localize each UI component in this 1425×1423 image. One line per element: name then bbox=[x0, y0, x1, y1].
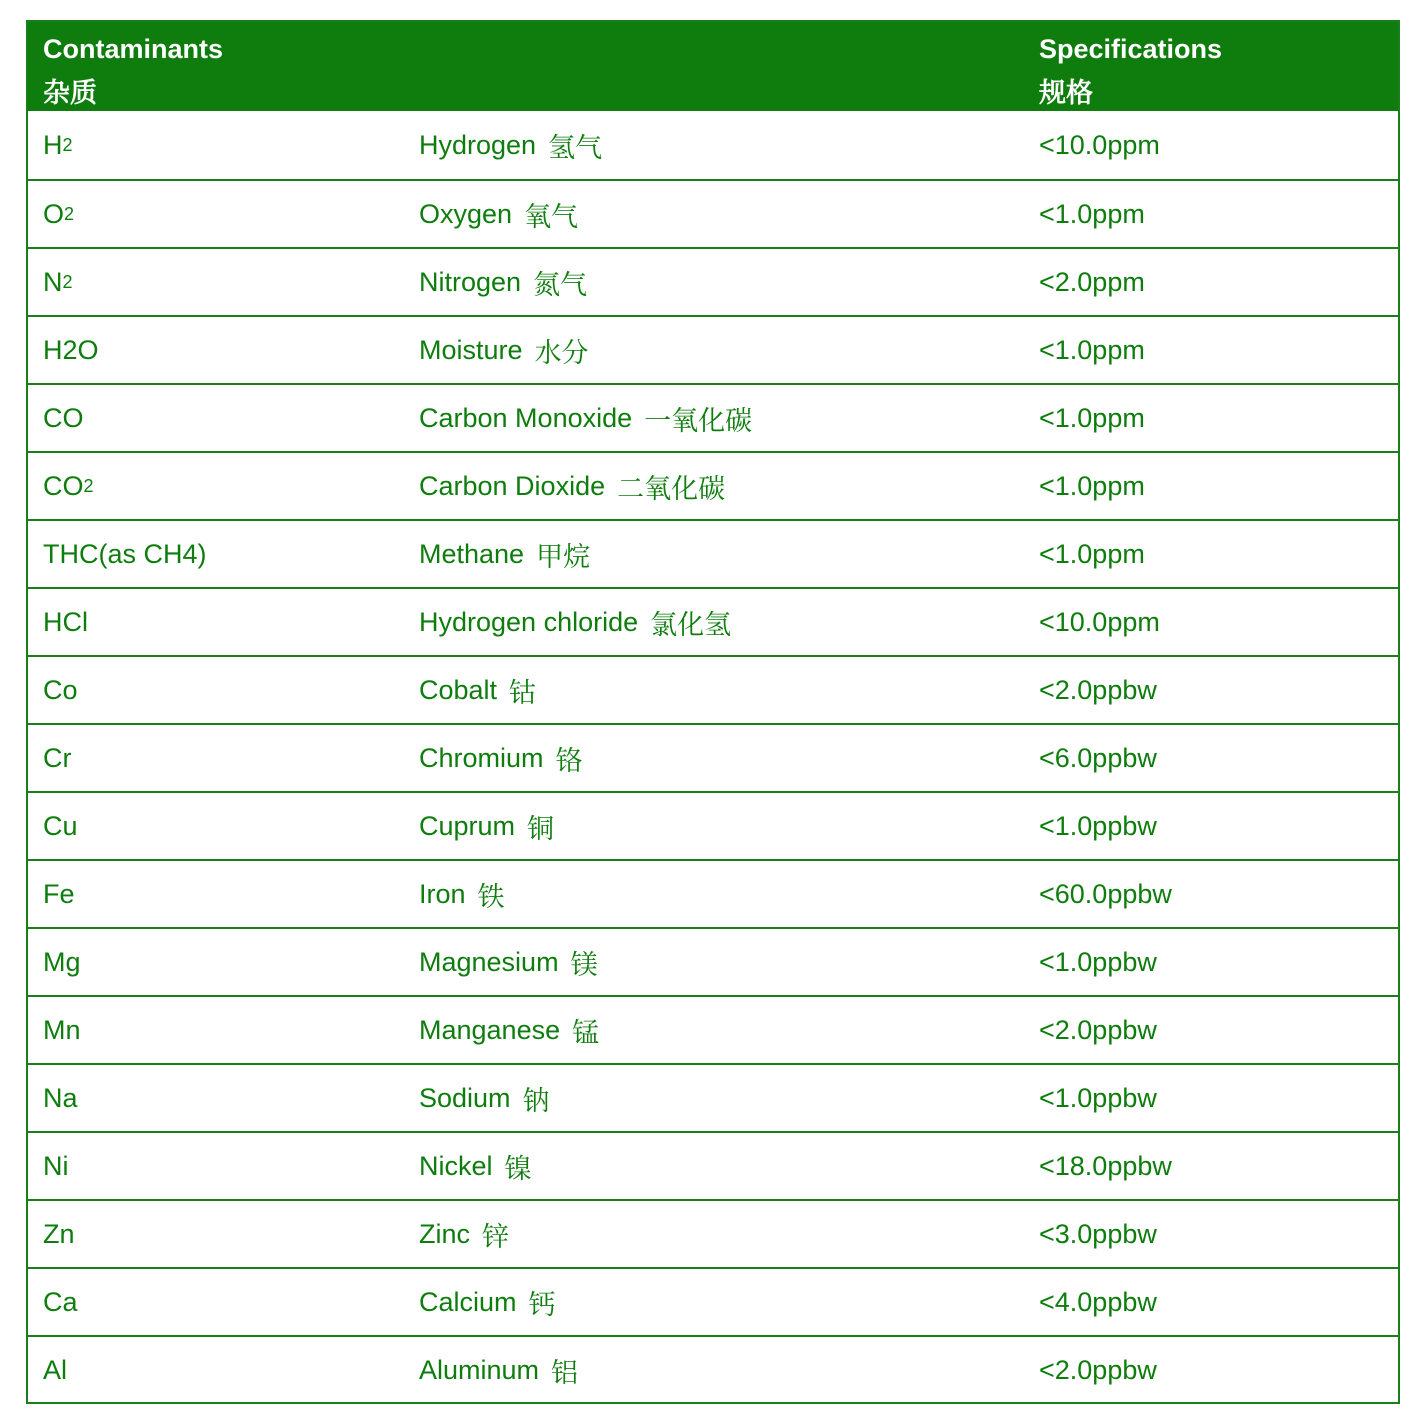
name-zh: 锰 bbox=[572, 1017, 600, 1048]
symbol-text: Mn bbox=[43, 1014, 81, 1045]
name-zh: 镍 bbox=[504, 1153, 532, 1184]
specification-value: <60.0ppbw bbox=[1039, 878, 1172, 909]
table-row bbox=[28, 1063, 1398, 1131]
contaminant-symbol bbox=[43, 385, 84, 451]
name-en: Hydrogen bbox=[419, 129, 537, 160]
specification-value: <1.0ppm bbox=[1039, 334, 1145, 365]
table-row bbox=[28, 1199, 1398, 1267]
header-specifications bbox=[1039, 32, 1222, 110]
specification-value: <1.0ppm bbox=[1039, 198, 1145, 229]
name-en: Iron bbox=[419, 878, 466, 909]
table-row bbox=[28, 1267, 1398, 1335]
contaminant-symbol bbox=[43, 997, 81, 1063]
symbol-text: Zn bbox=[43, 1218, 75, 1249]
contaminant-name bbox=[419, 929, 598, 995]
symbol-text: O bbox=[43, 198, 65, 229]
name-zh: 锌 bbox=[482, 1221, 510, 1252]
contaminant-symbol bbox=[43, 453, 94, 519]
contaminant-name bbox=[419, 1065, 550, 1131]
specification-value: <2.0ppbw bbox=[1039, 1354, 1157, 1385]
table-row bbox=[28, 1131, 1398, 1199]
name-en: Sodium bbox=[419, 1082, 511, 1113]
name-en: Moisture bbox=[419, 334, 523, 365]
table-row bbox=[28, 723, 1398, 791]
symbol-text: CO bbox=[43, 402, 84, 433]
symbol-text: H2O bbox=[43, 334, 99, 365]
contaminant-name bbox=[419, 1133, 532, 1199]
specification-value: <3.0ppbw bbox=[1039, 1218, 1157, 1249]
name-en: Cobalt bbox=[419, 674, 498, 705]
table-row bbox=[28, 315, 1398, 383]
specification-value: <6.0ppbw bbox=[1039, 742, 1157, 773]
header-specifications-en: Specifications bbox=[1039, 34, 1223, 64]
name-en: Methane bbox=[419, 538, 525, 569]
contaminant-symbol bbox=[43, 111, 73, 179]
contaminant-name bbox=[419, 725, 583, 791]
table-row bbox=[28, 927, 1398, 995]
contaminant-name bbox=[419, 1201, 509, 1267]
specification-value: <10.0ppm bbox=[1039, 606, 1160, 637]
symbol-subscript: 2 bbox=[83, 475, 94, 496]
contaminant-name bbox=[419, 793, 554, 859]
specification-value: <1.0ppm bbox=[1039, 470, 1145, 501]
specification-value: <2.0ppbw bbox=[1039, 1014, 1157, 1045]
name-en: Cuprum bbox=[419, 810, 516, 841]
contaminant-name bbox=[419, 657, 536, 723]
contaminant-symbol bbox=[43, 317, 99, 383]
table-row bbox=[28, 587, 1398, 655]
contaminant-symbol bbox=[43, 929, 81, 995]
header-contaminants-zh: 杂质 bbox=[43, 78, 97, 108]
name-en: Zinc bbox=[419, 1218, 471, 1249]
specification-value: <2.0ppbw bbox=[1039, 674, 1157, 705]
symbol-text: N bbox=[43, 266, 63, 297]
specification-value: <1.0ppm bbox=[1039, 538, 1145, 569]
table-row bbox=[28, 859, 1398, 927]
table-row bbox=[28, 995, 1398, 1063]
table-row bbox=[28, 451, 1398, 519]
table-row bbox=[28, 247, 1398, 315]
contaminant-name bbox=[419, 249, 587, 315]
specification-value: <18.0ppbw bbox=[1039, 1150, 1172, 1181]
contaminant-symbol bbox=[43, 181, 74, 247]
symbol-text: H bbox=[43, 129, 63, 160]
contaminant-symbol bbox=[43, 1201, 75, 1267]
specification-value: <1.0ppbw bbox=[1039, 1082, 1157, 1113]
symbol-text: Mg bbox=[43, 946, 81, 977]
name-en: Chromium bbox=[419, 742, 544, 773]
name-en: Nitrogen bbox=[419, 266, 522, 297]
name-zh: 钠 bbox=[522, 1085, 550, 1116]
name-zh: 氯化氢 bbox=[650, 609, 732, 640]
name-en: Aluminum bbox=[419, 1354, 540, 1385]
name-zh: 铜 bbox=[527, 813, 555, 844]
contaminant-name bbox=[419, 385, 752, 451]
contaminant-name bbox=[419, 453, 725, 519]
name-en: Nickel bbox=[419, 1150, 493, 1181]
name-zh: 钴 bbox=[509, 677, 537, 708]
symbol-text: CO bbox=[43, 470, 84, 501]
symbol-text: HCl bbox=[43, 606, 88, 637]
name-zh: 甲烷 bbox=[536, 541, 591, 572]
contaminant-symbol bbox=[43, 1337, 67, 1403]
specification-value: <2.0ppm bbox=[1039, 266, 1145, 297]
table-row bbox=[28, 179, 1398, 247]
name-zh: 铁 bbox=[477, 881, 505, 912]
symbol-text: Ni bbox=[43, 1150, 69, 1181]
symbol-subscript: 2 bbox=[64, 203, 75, 224]
name-zh: 氮气 bbox=[533, 269, 588, 300]
contaminant-symbol bbox=[43, 793, 78, 859]
name-zh: 水分 bbox=[534, 337, 589, 368]
contaminant-name bbox=[419, 861, 505, 927]
name-en: Magnesium bbox=[419, 946, 559, 977]
name-zh: 氧气 bbox=[524, 201, 579, 232]
symbol-text: Cu bbox=[43, 810, 78, 841]
contaminant-symbol bbox=[43, 589, 88, 655]
table-row bbox=[28, 655, 1398, 723]
contaminant-symbol bbox=[43, 657, 78, 723]
table-body bbox=[28, 111, 1398, 1403]
contaminant-name bbox=[419, 1337, 578, 1403]
contaminant-symbol bbox=[43, 521, 207, 587]
table-row bbox=[28, 111, 1398, 179]
symbol-subscript: 2 bbox=[62, 271, 73, 292]
name-en: Oxygen bbox=[419, 198, 513, 229]
table-row bbox=[28, 1335, 1398, 1403]
specification-value: <1.0ppm bbox=[1039, 402, 1145, 433]
contaminant-symbol bbox=[43, 725, 72, 791]
name-en: Manganese bbox=[419, 1014, 561, 1045]
symbol-text: Co bbox=[43, 674, 78, 705]
contaminant-name bbox=[419, 521, 590, 587]
symbol-text: Na bbox=[43, 1082, 78, 1113]
name-zh: 镁 bbox=[570, 949, 598, 980]
specification-value: <1.0ppbw bbox=[1039, 946, 1157, 977]
symbol-subscript: 2 bbox=[62, 134, 73, 155]
contaminant-symbol bbox=[43, 1269, 78, 1335]
contaminant-symbol bbox=[43, 249, 73, 315]
contaminant-symbol bbox=[43, 1065, 78, 1131]
specification-value: <10.0ppm bbox=[1039, 129, 1160, 160]
header-contaminants-en: Contaminants bbox=[43, 34, 224, 64]
table-row bbox=[28, 791, 1398, 859]
name-zh: 钙 bbox=[528, 1289, 556, 1320]
specification-table bbox=[26, 20, 1400, 1404]
symbol-text: Cr bbox=[43, 742, 72, 773]
name-zh: 铝 bbox=[551, 1357, 579, 1388]
contaminant-symbol bbox=[43, 861, 75, 927]
name-zh: 铬 bbox=[555, 745, 583, 776]
contaminant-name bbox=[419, 317, 589, 383]
contaminant-name bbox=[419, 181, 578, 247]
table-row bbox=[28, 383, 1398, 451]
contaminant-name bbox=[419, 1269, 556, 1335]
symbol-text: THC(as CH4) bbox=[43, 538, 207, 569]
contaminant-symbol bbox=[43, 1133, 69, 1199]
header-contaminants bbox=[43, 32, 223, 110]
symbol-text: Al bbox=[43, 1354, 68, 1385]
contaminant-name bbox=[419, 111, 602, 179]
header-specifications-zh: 规格 bbox=[1039, 78, 1093, 108]
name-zh: 氢气 bbox=[548, 132, 603, 163]
table-row bbox=[28, 519, 1398, 587]
symbol-text: Ca bbox=[43, 1286, 78, 1317]
specification-value: <4.0ppbw bbox=[1039, 1286, 1157, 1317]
table-header bbox=[28, 22, 1398, 111]
name-en: Hydrogen chloride bbox=[419, 606, 639, 637]
symbol-text: Fe bbox=[43, 878, 75, 909]
name-en: Carbon Dioxide bbox=[419, 470, 606, 501]
name-zh: 一氧化碳 bbox=[644, 405, 753, 436]
contaminant-name bbox=[419, 589, 731, 655]
name-en: Calcium bbox=[419, 1286, 517, 1317]
name-en: Carbon Monoxide bbox=[419, 402, 633, 433]
specification-value: <1.0ppbw bbox=[1039, 810, 1157, 841]
name-zh: 二氧化碳 bbox=[617, 473, 726, 504]
contaminant-name bbox=[419, 997, 599, 1063]
